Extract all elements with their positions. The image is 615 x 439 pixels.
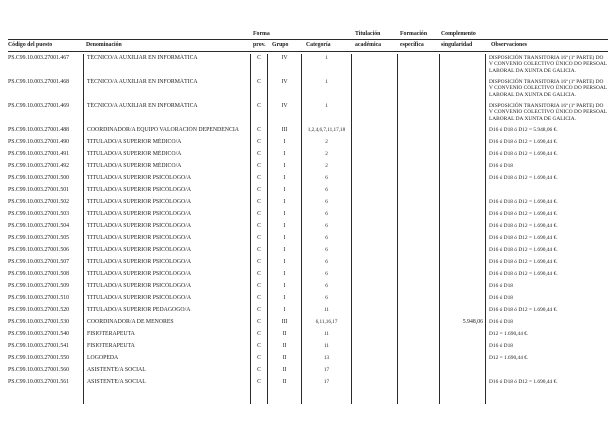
cell-observaciones: DISPOSICIÓN TRANSITORIA 16ª (1ª PARTE) DO V CONVENIO COLECTIVO ÚNICO DO PERSOAL LABORAL DA XUNTA DE GALICIA. [489,79,607,98]
cell-forma-prov: C [251,330,268,342]
cell-formacion [398,150,440,162]
cell-codigo: PS.C99.10.003.27001.540 [8,330,84,342]
cell-categoria: 1,2,4,6,7,11,17,18 [302,126,352,138]
cell-complemento [440,174,486,186]
cell-denominacion: FISIOTERAPEUTA [84,330,251,342]
cell-forma-prov: C [251,246,268,258]
cell-denominacion: TITULADO/A SUPERIOR PSICÓLOGO/A [84,186,251,198]
cell-forma-prov: C [251,258,268,270]
cell-categoria: 6,11,16,17 [302,318,352,330]
cell-grupo: II [268,330,302,342]
cell-denominacion: TÉCNICO/A AUXILIAR EN INFORMÁTICA [84,54,251,78]
cell-formacion [398,174,440,186]
header-forma-line1: Forma [253,31,270,37]
cell-categoria [302,390,352,404]
table-row [8,282,608,294]
cell-complemento [440,342,486,354]
cell-titulacion [352,234,398,246]
table-row [8,234,608,246]
cell-forma-prov: C [251,78,268,102]
cell-observaciones: D16 ó D18 ó D12 = 1.690,44 €. [489,235,558,241]
header-formacion-line2: específica [400,42,424,48]
cell-codigo: PS.C99.10.003.27001.491 [8,150,84,162]
cell-observaciones [486,390,608,404]
cell-complemento [440,366,486,378]
cell-codigo: PS.C99.10.003.27001.469 [8,102,84,126]
header-complemento-line2: singularidad [441,42,473,48]
cell-categoria: 1 [302,54,352,78]
cell-codigo: PS.C99.10.003.27001.503 [8,210,84,222]
cell-formacion [398,390,440,404]
cell-codigo: PS.C99.10.003.27001.467 [8,54,84,78]
cell-forma-prov: C [251,366,268,378]
cell-complemento: 5.948,06 [440,318,486,330]
cell-denominacion: COORDINADOR/A DE MENORES [84,318,251,330]
header-codigo: Código del puesto [8,42,53,48]
cell-complemento [440,54,486,78]
cell-titulacion [352,198,398,210]
cell-categoria: 1 [302,102,352,126]
cell-grupo: I [268,186,302,198]
cell-formacion [398,366,440,378]
cell-codigo: PS.C99.10.003.27001.541 [8,342,84,354]
cell-denominacion: TITULADO/A SUPERIOR PSICÓLOGO/A [84,198,251,210]
cell-titulacion [352,150,398,162]
cell-formacion [398,246,440,258]
cell-categoria: 6 [302,282,352,294]
header-forma-line2: prov. [253,42,266,48]
header-complemento-line1: Complemento [441,31,476,37]
cell-codigo: PS.C99.10.003.27001.530 [8,318,84,330]
header-formacion-line1: Formación [400,31,428,37]
cell-observaciones: D16 ó D18 ó D12 = 1.690,44 €. [489,259,558,265]
cell-denominacion: TITULADO/A SUPERIOR MÉDICO/A [84,150,251,162]
table-row [8,102,608,126]
cell-categoria: 6 [302,222,352,234]
cell-forma-prov: C [251,198,268,210]
cell-observaciones: D16 ó D18 ó D12 = 1.690,44 €. [489,271,558,277]
cell-observaciones: D16 ó D18 [489,295,513,301]
table-row [8,126,608,138]
cell-categoria: 17 [302,366,352,378]
cell-formacion [398,318,440,330]
cell-denominacion: TITULADO/A SUPERIOR PEDAGOGO/A [84,306,251,318]
cell-observaciones: D16 ó D18 [489,163,513,169]
cell-denominacion: ASISTENTE/A SOCIAL [84,378,251,390]
cell-titulacion [352,222,398,234]
cell-denominacion [84,390,251,404]
cell-observaciones: D12 = 1.690,44 €. [489,331,529,337]
cell-formacion [398,354,440,366]
cell-grupo: I [268,210,302,222]
table-row [8,342,608,354]
cell-complemento [440,162,486,174]
cell-grupo: I [268,138,302,150]
cell-categoria: 6 [302,246,352,258]
header-categoria: Categoría [306,42,331,48]
cell-codigo: PS.C99.10.003.27001.492 [8,162,84,174]
table-row [8,186,608,198]
cell-observaciones: D16 ó D18 [489,283,513,289]
table-row [8,258,608,270]
cell-complemento [440,282,486,294]
cell-grupo: I [268,258,302,270]
cell-denominacion: TITULADO/A SUPERIOR PSICÓLOGO/A [84,222,251,234]
table-row [8,174,608,186]
cell-denominacion: TÉCNICO/A AUXILIAR EN INFORMÁTICA [84,102,251,126]
cell-formacion [398,306,440,318]
cell-grupo: II [268,342,302,354]
cell-titulacion [352,78,398,102]
header-observaciones: Observaciones [491,42,528,48]
cell-codigo: PS.C99.10.003.27001.468 [8,78,84,102]
cell-complemento [440,198,486,210]
cell-titulacion [352,342,398,354]
cell-complemento [440,102,486,126]
cell-observaciones: D16 ó D18 ó D12 = 1.690,44 €. [489,151,558,157]
cell-grupo: I [268,198,302,210]
cell-grupo: I [268,270,302,282]
cell-codigo: PS.C99.10.003.27001.550 [8,354,84,366]
header-bottom-rule [8,51,608,52]
cell-observaciones: D16 ó D18 ó D12 = 1.690,44 €. [489,379,558,385]
cell-observaciones: D16 ó D18 ó D12 = 1.690,44 €. [489,307,558,313]
cell-titulacion [352,246,398,258]
cell-observaciones: D16 ó D18 ó D12 = 1.690,44 €. [489,223,558,229]
cell-grupo: IV [268,102,302,126]
cell-titulacion [352,162,398,174]
cell-grupo [268,390,302,404]
cell-grupo: I [268,222,302,234]
header-grupo: Grupo [272,42,289,48]
cell-forma-prov: C [251,138,268,150]
cell-categoria: 11 [302,306,352,318]
cell-formacion [398,222,440,234]
cell-forma-prov: C [251,306,268,318]
cell-observaciones: DISPOSICIÓN TRANSITORIA 16ª (1ª PARTE) DO V CONVENIO COLECTIVO ÚNICO DO PERSOAL LABORAL DA XUNTA DE GALICIA. [489,103,607,122]
table-row [8,306,608,318]
cell-denominacion: FISIOTERAPEUTA [84,342,251,354]
cell-complemento [440,390,486,404]
cell-formacion [398,186,440,198]
cell-observaciones: DISPOSICIÓN TRANSITORIA 16ª (1ª PARTE) DO V CONVENIO COLECTIVO ÚNICO DO PERSOAL LABORAL DA XUNTA DE GALICIA. [489,55,607,74]
cell-categoria: 6 [302,210,352,222]
cell-complemento [440,330,486,342]
table-row [8,246,608,258]
table-row [8,210,608,222]
cell-formacion [398,258,440,270]
cell-titulacion [352,354,398,366]
cell-codigo [8,390,84,404]
cell-codigo: PS.C99.10.003.27001.560 [8,366,84,378]
cell-observaciones [486,186,608,198]
cell-titulacion [352,366,398,378]
cell-codigo: PS.C99.10.003.27001.508 [8,270,84,282]
cell-formacion [398,270,440,282]
cell-forma-prov: C [251,234,268,246]
cell-denominacion: TÉCNICO/A AUXILIAR EN INFORMÁTICA [84,78,251,102]
cell-categoria: 6 [302,174,352,186]
cell-titulacion [352,306,398,318]
cell-titulacion [352,186,398,198]
cell-forma-prov: C [251,150,268,162]
cell-denominacion: LOGOPEDA [84,354,251,366]
cell-observaciones: D16 ó D18 [489,319,513,325]
cell-forma-prov: C [251,54,268,78]
table-row [8,378,608,390]
cell-titulacion [352,174,398,186]
cell-forma-prov: C [251,342,268,354]
cell-grupo: IV [268,78,302,102]
cell-complemento [440,246,486,258]
cell-observaciones: D16 ó D18 ó D12 = 5.948,06 €. [489,127,558,133]
cell-forma-prov: C [251,282,268,294]
cell-observaciones [486,366,608,378]
table-row [8,390,608,404]
cell-denominacion: TITULADO/A SUPERIOR PSICÓLOGO/A [84,174,251,186]
cell-observaciones: D16 ó D18 [489,343,513,349]
cell-codigo: PS.C99.10.003.27001.502 [8,198,84,210]
cell-denominacion: TITULADO/A SUPERIOR PSICÓLOGO/A [84,294,251,306]
cell-codigo: PS.C99.10.003.27001.488 [8,126,84,138]
cell-categoria: 6 [302,258,352,270]
table-row [8,330,608,342]
cell-complemento [440,234,486,246]
cell-categoria: 2 [302,162,352,174]
cell-titulacion [352,102,398,126]
cell-formacion [398,234,440,246]
cell-titulacion [352,282,398,294]
cell-denominacion: TITULADO/A SUPERIOR PSICÓLOGO/A [84,282,251,294]
cell-forma-prov: C [251,270,268,282]
cell-grupo: I [268,174,302,186]
cell-categoria: 6 [302,270,352,282]
cell-codigo: PS.C99.10.003.27001.506 [8,246,84,258]
header-top-rule [8,39,608,40]
cell-grupo: II [268,378,302,390]
cell-forma-prov: C [251,222,268,234]
cell-codigo: PS.C99.10.003.27001.490 [8,138,84,150]
cell-categoria: 6 [302,234,352,246]
cell-denominacion: ASISTENTE/A SOCIAL [84,366,251,378]
cell-grupo: IV [268,54,302,78]
cell-categoria: 6 [302,198,352,210]
cell-forma-prov: C [251,210,268,222]
cell-forma-prov: C [251,162,268,174]
cell-grupo: I [268,294,302,306]
header-denominacion: Denominación [86,42,122,48]
cell-grupo: III [268,318,302,330]
cell-observaciones: D16 ó D18 ó D12 = 1.690,44 €. [489,247,558,253]
table-row [8,318,608,330]
cell-observaciones: D12 = 1.690,44 €. [489,355,529,361]
cell-denominacion: TITULADO/A SUPERIOR PSICÓLOGO/A [84,210,251,222]
cell-formacion [398,198,440,210]
cell-complemento [440,378,486,390]
cell-formacion [398,102,440,126]
cell-formacion [398,210,440,222]
cell-complemento [440,270,486,282]
cell-codigo: PS.C99.10.003.27001.504 [8,222,84,234]
cell-grupo: I [268,306,302,318]
cell-codigo: PS.C99.10.003.27001.561 [8,378,84,390]
cell-denominacion: TITULADO/A SUPERIOR PSICÓLOGO/A [84,246,251,258]
cell-titulacion [352,258,398,270]
cell-categoria: 2 [302,138,352,150]
cell-complemento [440,210,486,222]
cell-codigo: PS.C99.10.003.27001.507 [8,258,84,270]
cell-formacion [398,126,440,138]
cell-categoria: 1 [302,78,352,102]
cell-forma-prov: C [251,186,268,198]
cell-denominacion: TITULADO/A SUPERIOR MÉDICO/A [84,162,251,174]
cell-forma-prov: C [251,174,268,186]
table-row [8,354,608,366]
cell-denominacion: TITULADO/A SUPERIOR MÉDICO/A [84,138,251,150]
cell-titulacion [352,138,398,150]
cell-grupo: I [268,150,302,162]
cell-titulacion [352,270,398,282]
cell-formacion [398,282,440,294]
cell-titulacion [352,390,398,404]
cell-complemento [440,222,486,234]
cell-titulacion [352,294,398,306]
cell-categoria: 6 [302,294,352,306]
cell-titulacion [352,318,398,330]
cell-categoria: 11 [302,342,352,354]
cell-complemento [440,126,486,138]
cell-titulacion [352,330,398,342]
table-row [8,198,608,210]
cell-forma-prov: C [251,354,268,366]
cell-formacion [398,342,440,354]
cell-complemento [440,186,486,198]
cell-forma-prov: C [251,102,268,126]
cell-titulacion [352,126,398,138]
cell-categoria: 13 [302,354,352,366]
cell-denominacion: COORDINADOR/A EQUIPO VALORACIÓN DEPENDENCIA [84,126,251,138]
cell-complemento [440,150,486,162]
cell-titulacion [352,210,398,222]
cell-formacion [398,378,440,390]
cell-observaciones: D16 ó D18 ó D12 = 1.690,44 €. [489,175,558,181]
cell-formacion [398,330,440,342]
table-row [8,222,608,234]
cell-codigo: PS.C99.10.003.27001.500 [8,174,84,186]
cell-grupo: I [268,246,302,258]
table-row [8,162,608,174]
cell-complemento [440,354,486,366]
cell-denominacion: TITULADO/A SUPERIOR PSICÓLOGO/A [84,234,251,246]
table-row [8,54,608,78]
cell-forma-prov: C [251,126,268,138]
cell-categoria: 2 [302,150,352,162]
cell-observaciones: D16 ó D18 ó D12 = 1.690,44 €. [489,211,558,217]
cell-grupo: I [268,162,302,174]
cell-grupo: II [268,354,302,366]
table-row [8,138,608,150]
cell-complemento [440,78,486,102]
cell-titulacion [352,378,398,390]
cell-codigo: PS.C99.10.003.27001.505 [8,234,84,246]
cell-formacion [398,78,440,102]
table-row [8,366,608,378]
cell-forma-prov [251,390,268,404]
cell-forma-prov: C [251,318,268,330]
header-titulacion-line2: académica [355,42,382,48]
cell-codigo: PS.C99.10.003.27001.509 [8,282,84,294]
cell-grupo: I [268,234,302,246]
cell-formacion [398,294,440,306]
cell-complemento [440,138,486,150]
cell-formacion [398,138,440,150]
table-row [8,270,608,282]
table-body [8,54,608,404]
cell-denominacion: TITULADO/A SUPERIOR PSICÓLOGO/A [84,270,251,282]
cell-titulacion [352,54,398,78]
cell-observaciones: D16 ó D18 ó D12 = 1.690,44 €. [489,139,558,145]
cell-formacion [398,54,440,78]
cell-forma-prov: C [251,294,268,306]
table-row [8,150,608,162]
cell-complemento [440,294,486,306]
cell-codigo: PS.C99.10.003.27001.520 [8,306,84,318]
cell-grupo: II [268,366,302,378]
cell-formacion [398,162,440,174]
table-row [8,78,608,102]
cell-codigo: PS.C99.10.003.27001.510 [8,294,84,306]
cell-denominacion: TITULADO/A SUPERIOR PSICÓLOGO/A [84,258,251,270]
cell-categoria: 6 [302,186,352,198]
header-titulacion-line1: Titulación [355,31,381,37]
cell-forma-prov: C [251,378,268,390]
cell-observaciones: D16 ó D18 ó D12 = 1.690,44 €. [489,199,558,205]
cell-grupo: III [268,126,302,138]
cell-complemento [440,258,486,270]
cell-codigo: PS.C99.10.003.27001.501 [8,186,84,198]
cell-categoria: 17 [302,378,352,390]
cell-complemento [440,306,486,318]
cell-grupo: I [268,282,302,294]
cell-categoria: 11 [302,330,352,342]
table-row [8,294,608,306]
